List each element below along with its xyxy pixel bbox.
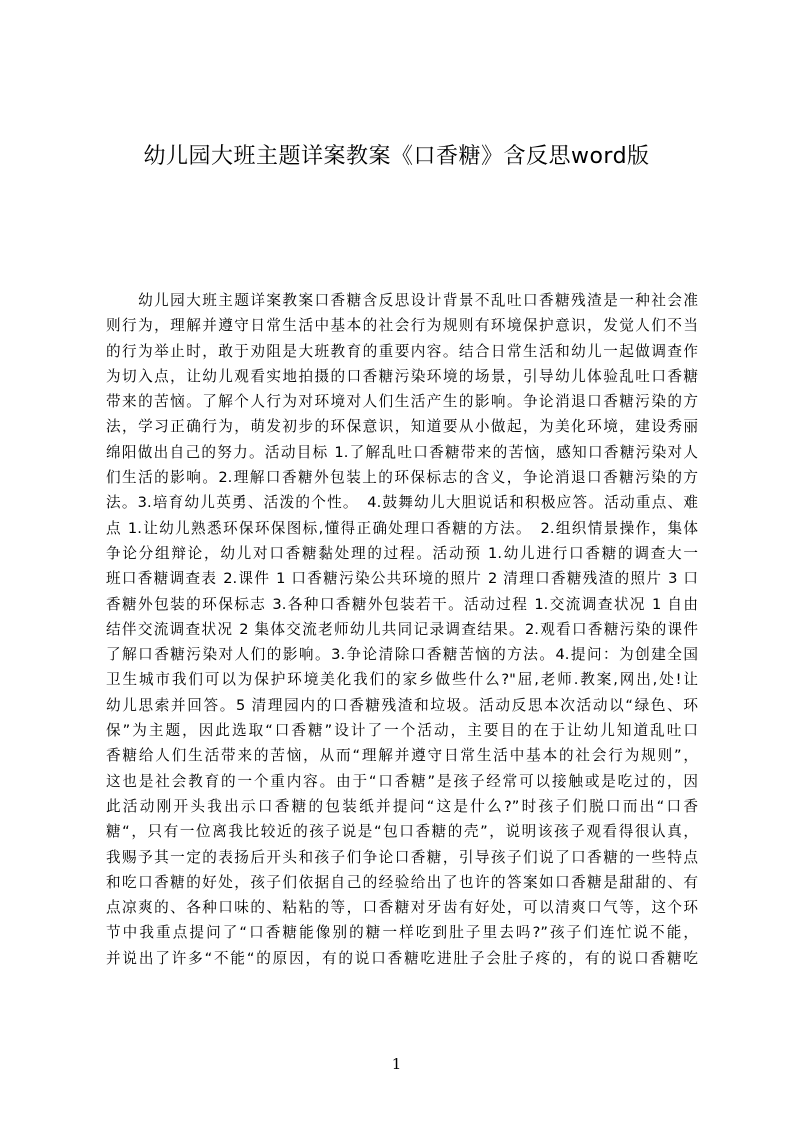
body-line: 糖“，只有一位离我比较近的孩子说是“包口香糖的壳”，说明该孩子观看得很认真， (106, 823, 698, 841)
body-line: 们生活的影响。2.理解口香糖外包装上的环保标志的含义，争论消退口香糖污染的方 (106, 469, 698, 487)
body-line: 幼儿园大班主题详案教案口香糖含反思设计背景不乱吐口香糖残渣是一种社会准 (106, 292, 698, 309)
body-line: 则行为，理解并遵守日常生活中基本的社会行为规则有环境保护意识，发觉人们不当 (106, 317, 698, 335)
body-line: 为切入点，让幼儿观看实地拍摄的口香糖污染环境的场景，引导幼儿体验乱吐口香糖 (106, 367, 698, 385)
body-line: 并说出了许多“不能“的原因，有的说口香糖吃进肚子会肚子疼的，有的说口香糖吃 (106, 949, 698, 967)
body-line: 节中我重点提问了“口香糖能像别的糖一样吃到肚子里去吗?”孩子们连忙说不能， (106, 924, 698, 942)
body-line: 结伴交流调查状况 2 集体交流老师幼儿共同记录调查结果。2.观看口香糖污染的课件 (106, 620, 698, 638)
body-line: 法，学习正确行为，萌发初步的环保意识，知道要从小做起，为美化环境，建设秀丽 (106, 418, 698, 436)
page-title: 幼儿园大班主题详案教案《口香糖》含反思word版 (143, 144, 650, 169)
body-line: 香糖给人们生活带来的苦恼，从而“理解并遵守日常生活中基本的社会行为规则”， (106, 747, 698, 765)
body-line: 法。3.培育幼儿英勇、活泼的个性。 4.鼓舞幼儿大胆说话和积极应答。活动重点、难 (106, 494, 698, 512)
page-number: 1 (391, 1055, 402, 1073)
body-line: 香糖外包装的环保标志 3.各种口香糖外包装若干。活动过程 1.交流调查状况 1 自由 (106, 595, 698, 613)
body-line: 班口香糖调查表 2.课件 1 口香糖污染公共环境的照片 2 清理口香糖残渣的照片 3 口 (106, 570, 698, 588)
body-line: 和吃口香糖的好处，孩子们依据自己的经验给出了也许的答案如口香糖是甜甜的、有 (106, 873, 698, 891)
body-line: 争论分组辩论，幼儿对口香糖黏处理的过程。活动预 1.幼儿进行口香糖的调查大一 (106, 544, 698, 562)
body-line: 绵阳做出自己的努力。活动目标 1.了解乱吐口香糖带来的苦恼，感知口香糖污染对人 (106, 443, 698, 461)
body-line: 这也是社会教育的一个重内容。由于“口香糖”是孩子经常可以接触或是吃过的，因 (106, 772, 698, 790)
body-line: 的行为举止时，敢于劝阻是大班教育的重要内容。结合日常生活和幼儿一起做调查作 (106, 342, 698, 360)
body-line: 保”为主题，因此选取“口香糖”设计了一个活动，主要目的在于让幼儿知道乱吐口 (106, 722, 698, 740)
body-line: 我赐予其一定的表扬后开头和孩子们争论口香糖，引导孩子们说了口香糖的一些特点 (106, 848, 698, 866)
body-line: 幼儿思索并回答。5 清理园内的口香糖残渣和垃圾。活动反思本次活动以“绿色、环 (106, 696, 698, 714)
body-text (106, 288, 698, 971)
body-line: 卫生城市我们可以为保护环境美化我们的家乡做些什么?"屈,老师.教案,网出,处!让 (106, 671, 698, 689)
body-line: 点凉爽的、各种口味的、粘粘的等，口香糖对牙齿有好处，可以清爽口气等，这个环 (106, 899, 698, 917)
body-line: 点 1.让幼儿熟悉环保环保图标,懂得正确处理口香糖的方法。 2.组织情景操作，集体 (106, 519, 698, 537)
body-line: 此活动刚开头我出示口香糖的包装纸并提问“这是什么?”时孩子们脱口而出“口香 (106, 797, 698, 815)
body-line: 带来的苦恼。了解个人行为对环境对人们生活产生的影响。争论消退口香糖污染的方 (106, 393, 698, 411)
body-line: 了解口香糖污染对人们的影响。3.争论清除口香糖苦恼的方法。4.提问：为创建全国 (106, 646, 698, 664)
